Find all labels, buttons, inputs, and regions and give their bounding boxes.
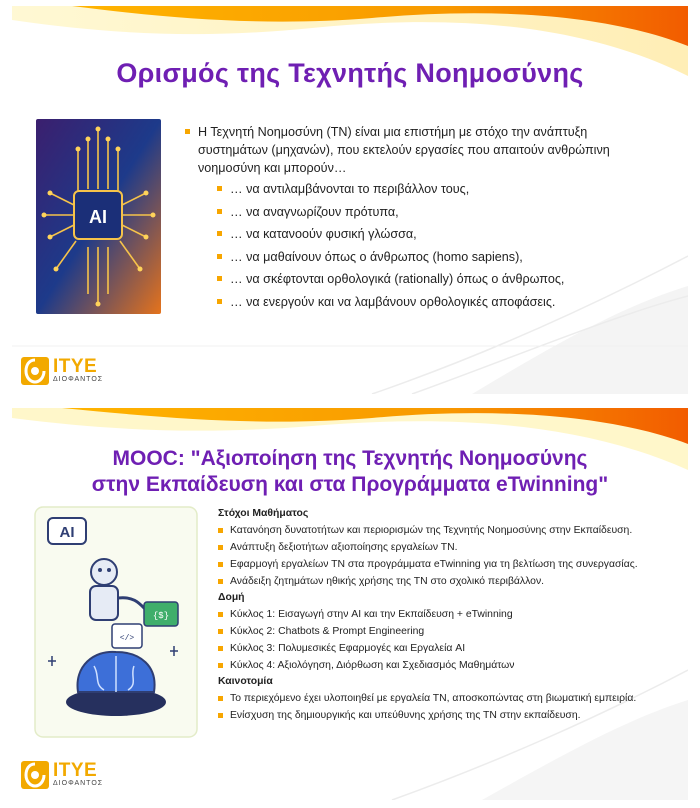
- page-title: Ορισμός της Τεχνητής Νοημοσύνης: [116, 58, 584, 88]
- bullet-icon: [217, 299, 222, 304]
- list-item: Ενίσχυση της δημιουργικής και υπεύθυνης χρήσης της ΤΝ στην εκπαίδευση.: [218, 707, 678, 724]
- bullet-icon: [218, 646, 223, 651]
- bullet-icon: [218, 612, 223, 617]
- logo-name: ITYE: [53, 356, 98, 377]
- list-item: Κύκλος 1: Εισαγωγή στην AI και την Εκπαίδευση + eTwinning: [218, 606, 678, 623]
- logo-subtitle: ΔΙΟΦΑΝΤΟΣ: [53, 376, 104, 383]
- ityedelogo: [20, 760, 103, 790]
- slide-1: [12, 6, 688, 394]
- bullet-icon: [218, 528, 223, 533]
- list-item: Κύκλος 3: Πολυμεσικές Εφαρμογές και Εργαλεία AI: [218, 640, 678, 657]
- list-item: … να αναγνωρίζουν πρότυπα,: [230, 203, 399, 221]
- list-item: Κύκλος 4: Αξιολόγηση, Διόρθωση και Σχεδιασμός Μαθημάτων: [218, 657, 678, 674]
- ityedelogo: [20, 356, 103, 386]
- list-item: … να κατανοούν φυσική γλώσσα,: [230, 225, 417, 243]
- bullet-icon: [218, 562, 223, 567]
- section-heading: Καινοτομία: [218, 676, 273, 687]
- svg-text:AI: AI: [59, 524, 75, 541]
- bullet-icon: [218, 545, 223, 550]
- list-item: … να μαθαίνουν όπως ο άνθρωπος (homo sapiens),: [230, 248, 523, 266]
- page-title: MOOC: "Αξιοποίηση της Τεχνητής Νοημοσύνης στην Εκπαίδευση και στα Προγράμματα eTwinning": [91, 447, 609, 496]
- svg-text:</>: </>: [119, 634, 135, 643]
- bullet-icon: [217, 186, 222, 191]
- bullet-icon: [218, 579, 223, 584]
- bullet-icon: [218, 629, 223, 634]
- bullet-icon: [218, 663, 223, 668]
- ai-robot-illustration: [34, 506, 198, 738]
- course-details: [218, 506, 678, 724]
- list-item: Ανάπτυξη δεξιοτήτων αξιοποίησης εργαλείων ΤΝ.: [218, 539, 678, 556]
- bullet-icon: [185, 129, 190, 134]
- list-item: Ανάδειξη ζητημάτων ηθικής χρήσης της ΤΝ στο σχολικό περιβάλλον.: [218, 573, 678, 590]
- bullet-icon: [217, 209, 222, 214]
- bullet-icon: [217, 254, 222, 259]
- svg-text:{$}: {$}: [152, 611, 170, 621]
- section-heading: Δομή: [218, 592, 245, 603]
- list-item: Εφαρμογή εργαλείων ΤΝ στα προγράμματα eTwinning για τη βελτίωση της συνεργασίας.: [218, 556, 678, 573]
- svg-text:AI: AI: [89, 207, 107, 227]
- list-item: … να σκέφτονται ορθολογικά (rationally) όπως ο άνθρωπος,: [230, 270, 564, 288]
- ai-chip-image: [36, 119, 161, 314]
- list-item: Κατανόηση δυνατοτήτων και περιορισμών της Τεχνητής Νοημοσύνης στην Εκπαίδευση.: [218, 522, 678, 539]
- section-heading: Στόχοι Μαθήματος: [218, 508, 309, 519]
- bullet-icon: [218, 713, 223, 718]
- logo-icon: [20, 356, 50, 386]
- slide-2: [12, 408, 688, 800]
- logo-name: ITYE: [53, 760, 98, 781]
- list-item: Το περιεχόμενο έχει υλοποιηθεί με εργαλεία ΤΝ, αποσκοπώντας στη βιωματική εμπειρία.: [218, 690, 678, 707]
- list-item: … να αντιλαμβάνονται το περιβάλλον τους,: [230, 180, 469, 198]
- list-item: Κύκλος 2: Chatbots & Prompt Engineering: [218, 623, 678, 640]
- bullet-icon: [217, 276, 222, 281]
- logo-subtitle: ΔΙΟΦΑΝΤΟΣ: [53, 780, 104, 787]
- list-item: … να ενεργούν και να λαμβάνουν ορθολογικές αποφάσεις.: [230, 293, 555, 311]
- bullet-icon: [217, 231, 222, 236]
- bullet-icon: [218, 696, 223, 701]
- logo-icon: [20, 760, 50, 790]
- definition-intro: Η Τεχνητή Νοημοσύνη (ΤΝ) είναι μια επιστήμη με στόχο την ανάπτυξη συστημάτων (μηχανών), που εκτελούν εργασίες που απαιτούν ανθρώπινη νοημοσύνη και μπορούν…: [198, 123, 628, 177]
